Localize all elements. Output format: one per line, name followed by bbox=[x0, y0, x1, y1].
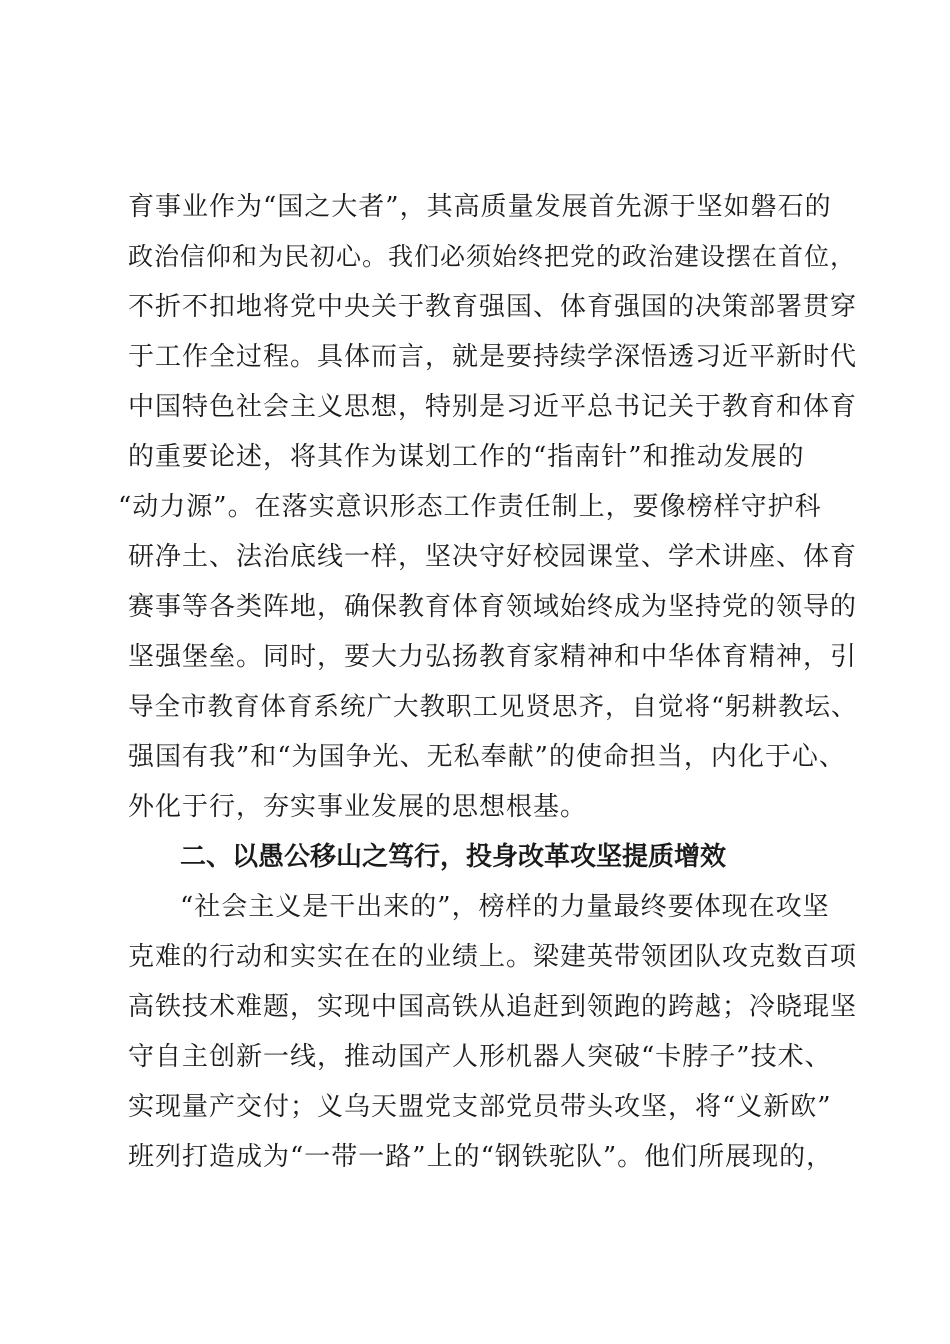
body-line: 不折不扣地将党中央关于教育强国、体育强国的决策部署贯穿 bbox=[128, 292, 858, 322]
body-line: 政治信仰和为民初心。我们必须始终把党的政治建设摆在首位， bbox=[128, 242, 857, 271]
body-line: 克难的行动和实实在在的业绩上。梁建英带领团队攻克数百项 bbox=[128, 942, 858, 972]
body-line: 赛事等各类阵地，确保教育体育领域始终成为坚持党的领导的 bbox=[128, 592, 858, 622]
body-line: 中国特色社会主义思想，特别是习近平总书记关于教育和体育 bbox=[128, 392, 858, 422]
body-line: 高铁技术难题，实现中国高铁从追赶到领跑的跨越；冷晓琨坚 bbox=[128, 992, 858, 1022]
body-line: 坚强堡垒。同时，要大力弘扬教育家精神和中华体育精神，引 bbox=[128, 642, 858, 672]
body-line: 外化于行，夯实事业发展的思想根基。 bbox=[128, 792, 588, 822]
body-line: 强国有我”和“为国争光、无私奉献”的使命担当，内化于心、 bbox=[128, 742, 846, 772]
body-line: “动力源”。在落实意识形态工作责任制上，要像榜样守护科 bbox=[118, 492, 822, 522]
body-line: 导全市教育体育系统广大教职工见贤思齐，自觉将“躬耕教坛、 bbox=[128, 692, 858, 722]
body-line: 守自主创新一线，推动国产人形机器人突破“卡脖子”技术、 bbox=[128, 1042, 832, 1072]
body-line: 的重要论述，将其作为谋划工作的“指南针”和推动发展的 bbox=[128, 442, 805, 472]
body-line: 研净土、法治底线一样，坚决守好校园课堂、学术讲座、体育 bbox=[128, 542, 858, 572]
body-line: 育事业作为“国之大者”，其高质量发展首先源于坚如磐石的 bbox=[128, 192, 832, 222]
section-heading: 二、以愚公移山之笃行，投身改革攻坚提质增效 bbox=[180, 842, 727, 872]
body-line: 实现量产交付；义乌天盟党支部党员带头攻坚，将“义新欧” bbox=[128, 1092, 832, 1122]
body-line: 于工作全过程。具体而言，就是要持续学深悟透习近平新时代 bbox=[128, 342, 858, 372]
body-line: 班列打造成为“一带一路”上的“钢铁驼队”。他们所展现的， bbox=[128, 1142, 834, 1172]
body-line: “社会主义是干出来的”，榜样的力量最终要体现在攻坚 bbox=[180, 892, 830, 922]
